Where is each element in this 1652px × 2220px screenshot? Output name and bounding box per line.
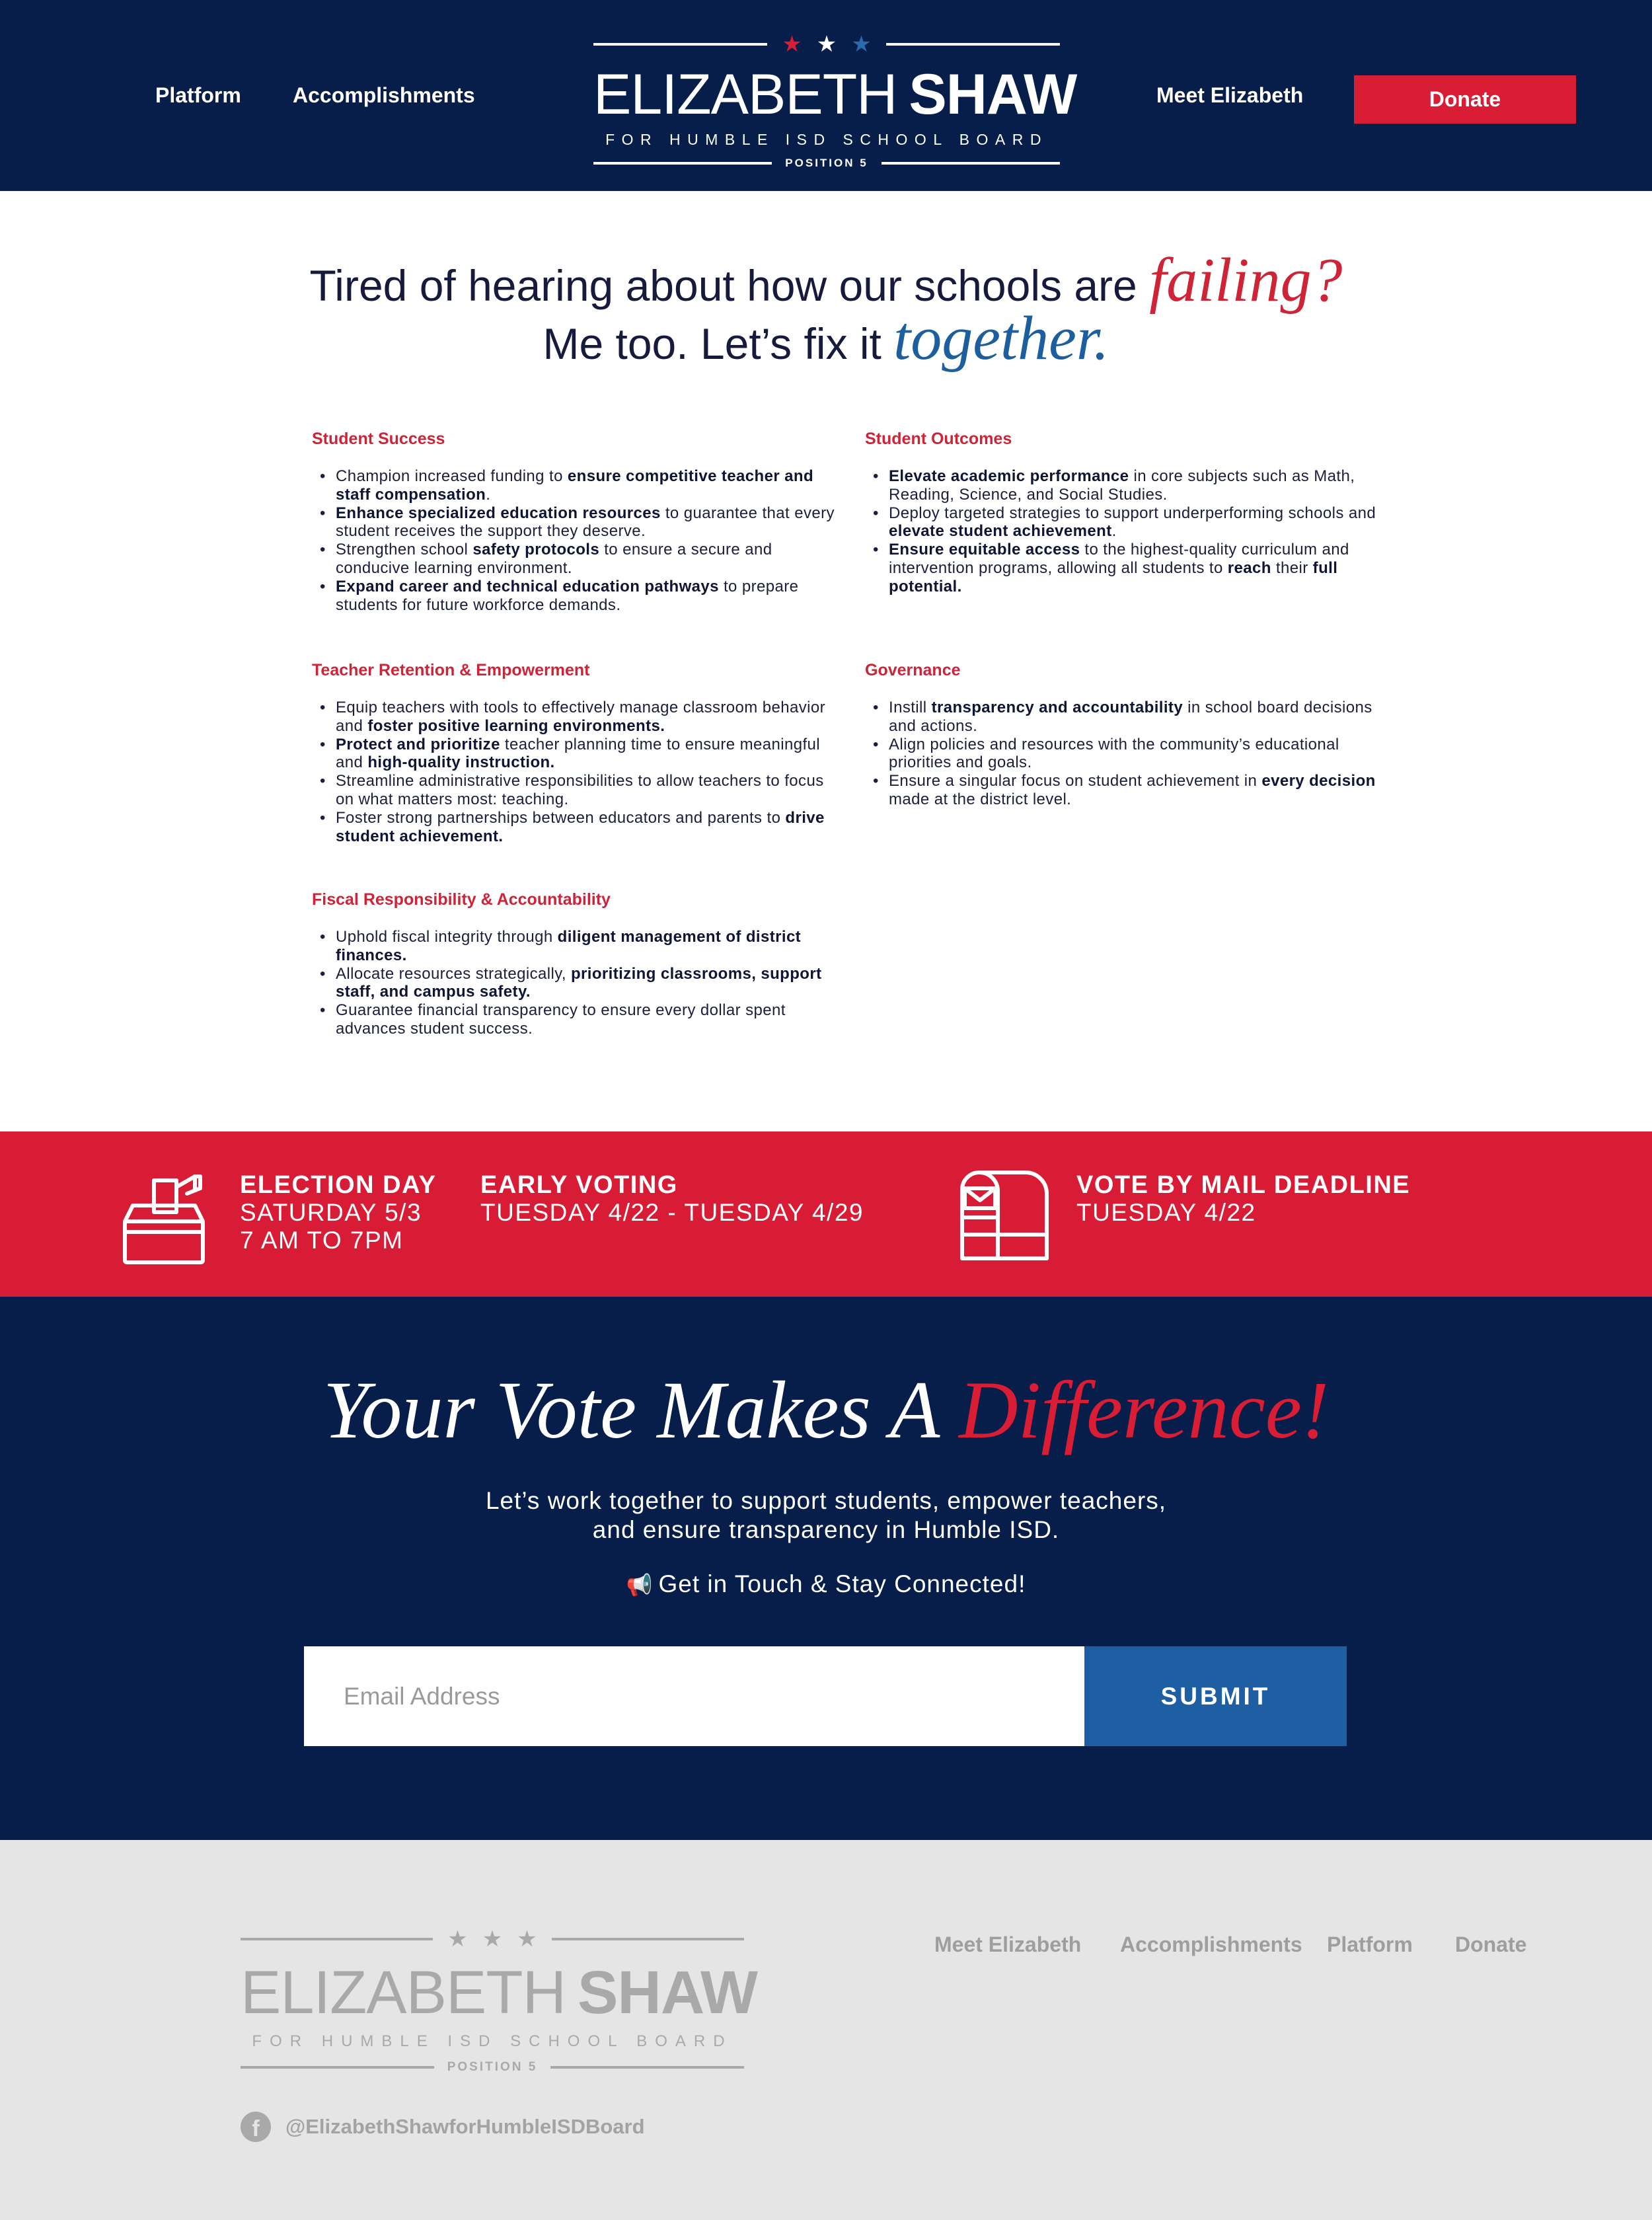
nav-meet-elizabeth[interactable]: Meet Elizabeth [1156,83,1304,107]
section-title: Student Success [312,430,445,448]
bullet-item: • Elevate academic performance in core subjects such as Math, Reading, Science, and Social Studies. [865,467,1394,504]
bullet-item: • Champion increased funding to ensure competitive teacher and staff compensation. [312,467,841,504]
star-icon: ★ [517,1927,537,1952]
bullet-item: • Ensure a singular focus on student achievement in every decision made at the district level. [865,772,1394,809]
logo-last-name: SHAW [578,1959,758,2026]
cta-subtitle-2: and ensure transparency in Humble ISD. [592,1516,1060,1543]
section-teacher-retention [312,662,841,845]
hero-text: Tired of hearing about how our schools are [309,261,1150,310]
bullet-list [312,928,841,1038]
facebook-handle: @ElizabethShawforHumbleISDBoard [285,2115,645,2138]
logo-rule [241,1938,433,1940]
megaphone-icon: 📢 [626,1572,654,1597]
bullet-item: • Allocate resources strategically, prioritizing classrooms, support staff, and campus safety. [312,965,841,1002]
election-day-time: 7 AM TO 7PM [240,1227,404,1254]
bullet-item: • Align policies and resources with the community’s educational priorities and goals. [865,736,1394,773]
logo-rule [552,1938,744,1940]
cta-subtitle-1: Let’s work together to support students, empower teachers, [485,1487,1167,1514]
bullet-item: • Instill transparency and accountability in school board decisions and actions. [865,699,1394,736]
section-title: Fiscal Responsibility & Accountability [312,890,611,909]
footer-link-meet-elizabeth[interactable]: Meet Elizabeth [934,1933,1082,1956]
logo-first-name: ELIZABETH [241,1959,566,2026]
mailbox-icon [959,1170,1049,1261]
ballot-box-icon [121,1167,212,1266]
hero-text: Me too. Let’s fix it [543,319,894,368]
star-icon: ★ [816,32,837,57]
bullet-item: • Protect and prioritize teacher planning time to ensure meaningful and high-quality instruction. [312,736,841,773]
footer-link-donate[interactable]: Donate [1455,1933,1527,1956]
logo-last-name: SHAW [909,63,1077,126]
early-voting-dates: TUESDAY 4/22 - TUESDAY 4/29 [480,1199,864,1226]
footer-logo[interactable] [241,1927,758,2075]
bullet-item: • Ensure equitable access to the highest-quality curriculum and intervention programs, allowing all students to reach their full potential. [865,541,1394,595]
section-student-outcomes [865,431,1394,596]
footer-link-accomplishments[interactable]: Accomplishments [1120,1933,1302,1956]
submit-button[interactable]: SUBMIT [1084,1646,1347,1746]
bullet-list [312,699,841,845]
cta-title [0,1365,1652,1455]
logo-rule [241,2066,434,2069]
star-icon: ★ [482,1927,503,1952]
logo-stars [241,1928,744,1950]
section-title: Governance [865,661,961,679]
logo-name [593,63,1077,126]
logo-stars [593,33,1060,56]
bullet-item: • Uphold fiscal integrity through diligent management of district finances. [312,928,841,965]
logo-rule [593,43,767,46]
donate-button[interactable]: Donate [1354,75,1576,124]
logo-rule [886,43,1060,46]
nav-platform[interactable]: Platform [155,83,241,107]
mail-deadline-date: TUESDAY 4/22 [1076,1199,1256,1226]
cta-connect [0,1572,1652,1596]
logo-position-row [241,2060,744,2075]
section-title: Student Outcomes [865,430,1012,448]
bullet-item: • Guarantee financial transparency to ensure every dollar spent advances student success. [312,1001,841,1038]
bullet-item: • Expand career and technical education pathways to prepare students for future workforce demands. [312,578,841,615]
logo-subtitle: FOR HUMBLE ISD SCHOOL BOARD [252,2032,733,2050]
bullet-item: • Enhance specialized education resources to guarantee that every student receives the support they deserve. [312,504,841,541]
logo-name [241,1959,758,2026]
hero-line-2 [0,303,1652,374]
nav-accomplishments[interactable]: Accomplishments [293,83,475,107]
cta-connect-text: Get in Touch & Stay Connected! [658,1570,1026,1597]
logo-position: POSITION 5 [785,157,868,169]
logo-position-row [593,157,1060,170]
bullet-item: • Foster strong partnerships between educators and parents to drive student achievement. [312,809,841,846]
star-icon: ★ [782,32,802,57]
bullet-list [865,699,1394,809]
bullet-item: • Equip teachers with tools to effectively manage classroom behavior and foster positive learning environments. [312,699,841,736]
footer-link-platform[interactable]: Platform [1327,1933,1413,1956]
bullet-item: • Strengthen school safety protocols to ensure a secure and conducive learning environment. [312,541,841,578]
star-icon: ★ [447,1927,468,1952]
early-voting-title: EARLY VOTING [480,1171,678,1199]
logo-rule [593,162,772,165]
bullet-list [865,467,1394,596]
header-logo[interactable] [593,32,1077,170]
site-header [0,0,1652,191]
bullet-item: • Deploy targeted strategies to support underperforming schools and elevate student achievement. [865,504,1394,541]
hero-accent-failing: failing? [1149,246,1343,315]
election-day-title: ELECTION DAY [240,1171,437,1199]
section-student-success [312,431,841,614]
section-fiscal [312,892,841,1038]
logo-position: POSITION 5 [447,2060,538,2074]
star-icon: ★ [851,32,872,57]
voting-info-band [0,1131,1652,1297]
bullet-list [312,467,841,614]
election-day-date: SATURDAY 5/3 [240,1199,422,1226]
logo-rule [882,162,1060,165]
cta-title-accent: Difference! [959,1365,1330,1455]
facebook-icon: f [241,2112,271,2142]
logo-subtitle: FOR HUMBLE ISD SCHOOL BOARD [605,131,1048,148]
section-governance [865,662,1394,809]
email-input[interactable] [304,1646,1085,1746]
mail-deadline-title: VOTE BY MAIL DEADLINE [1076,1171,1411,1199]
logo-rule [550,2066,744,2069]
facebook-link[interactable] [241,2112,645,2142]
section-title: Teacher Retention & Empowerment [312,661,590,679]
logo-first-name: ELIZABETH [593,63,897,126]
bullet-item: • Streamline administrative responsibilities to allow teachers to focus on what matters most: teaching. [312,772,841,809]
cta-title-text: Your Vote Makes A [322,1365,959,1455]
hero-accent-together: together. [893,304,1109,373]
